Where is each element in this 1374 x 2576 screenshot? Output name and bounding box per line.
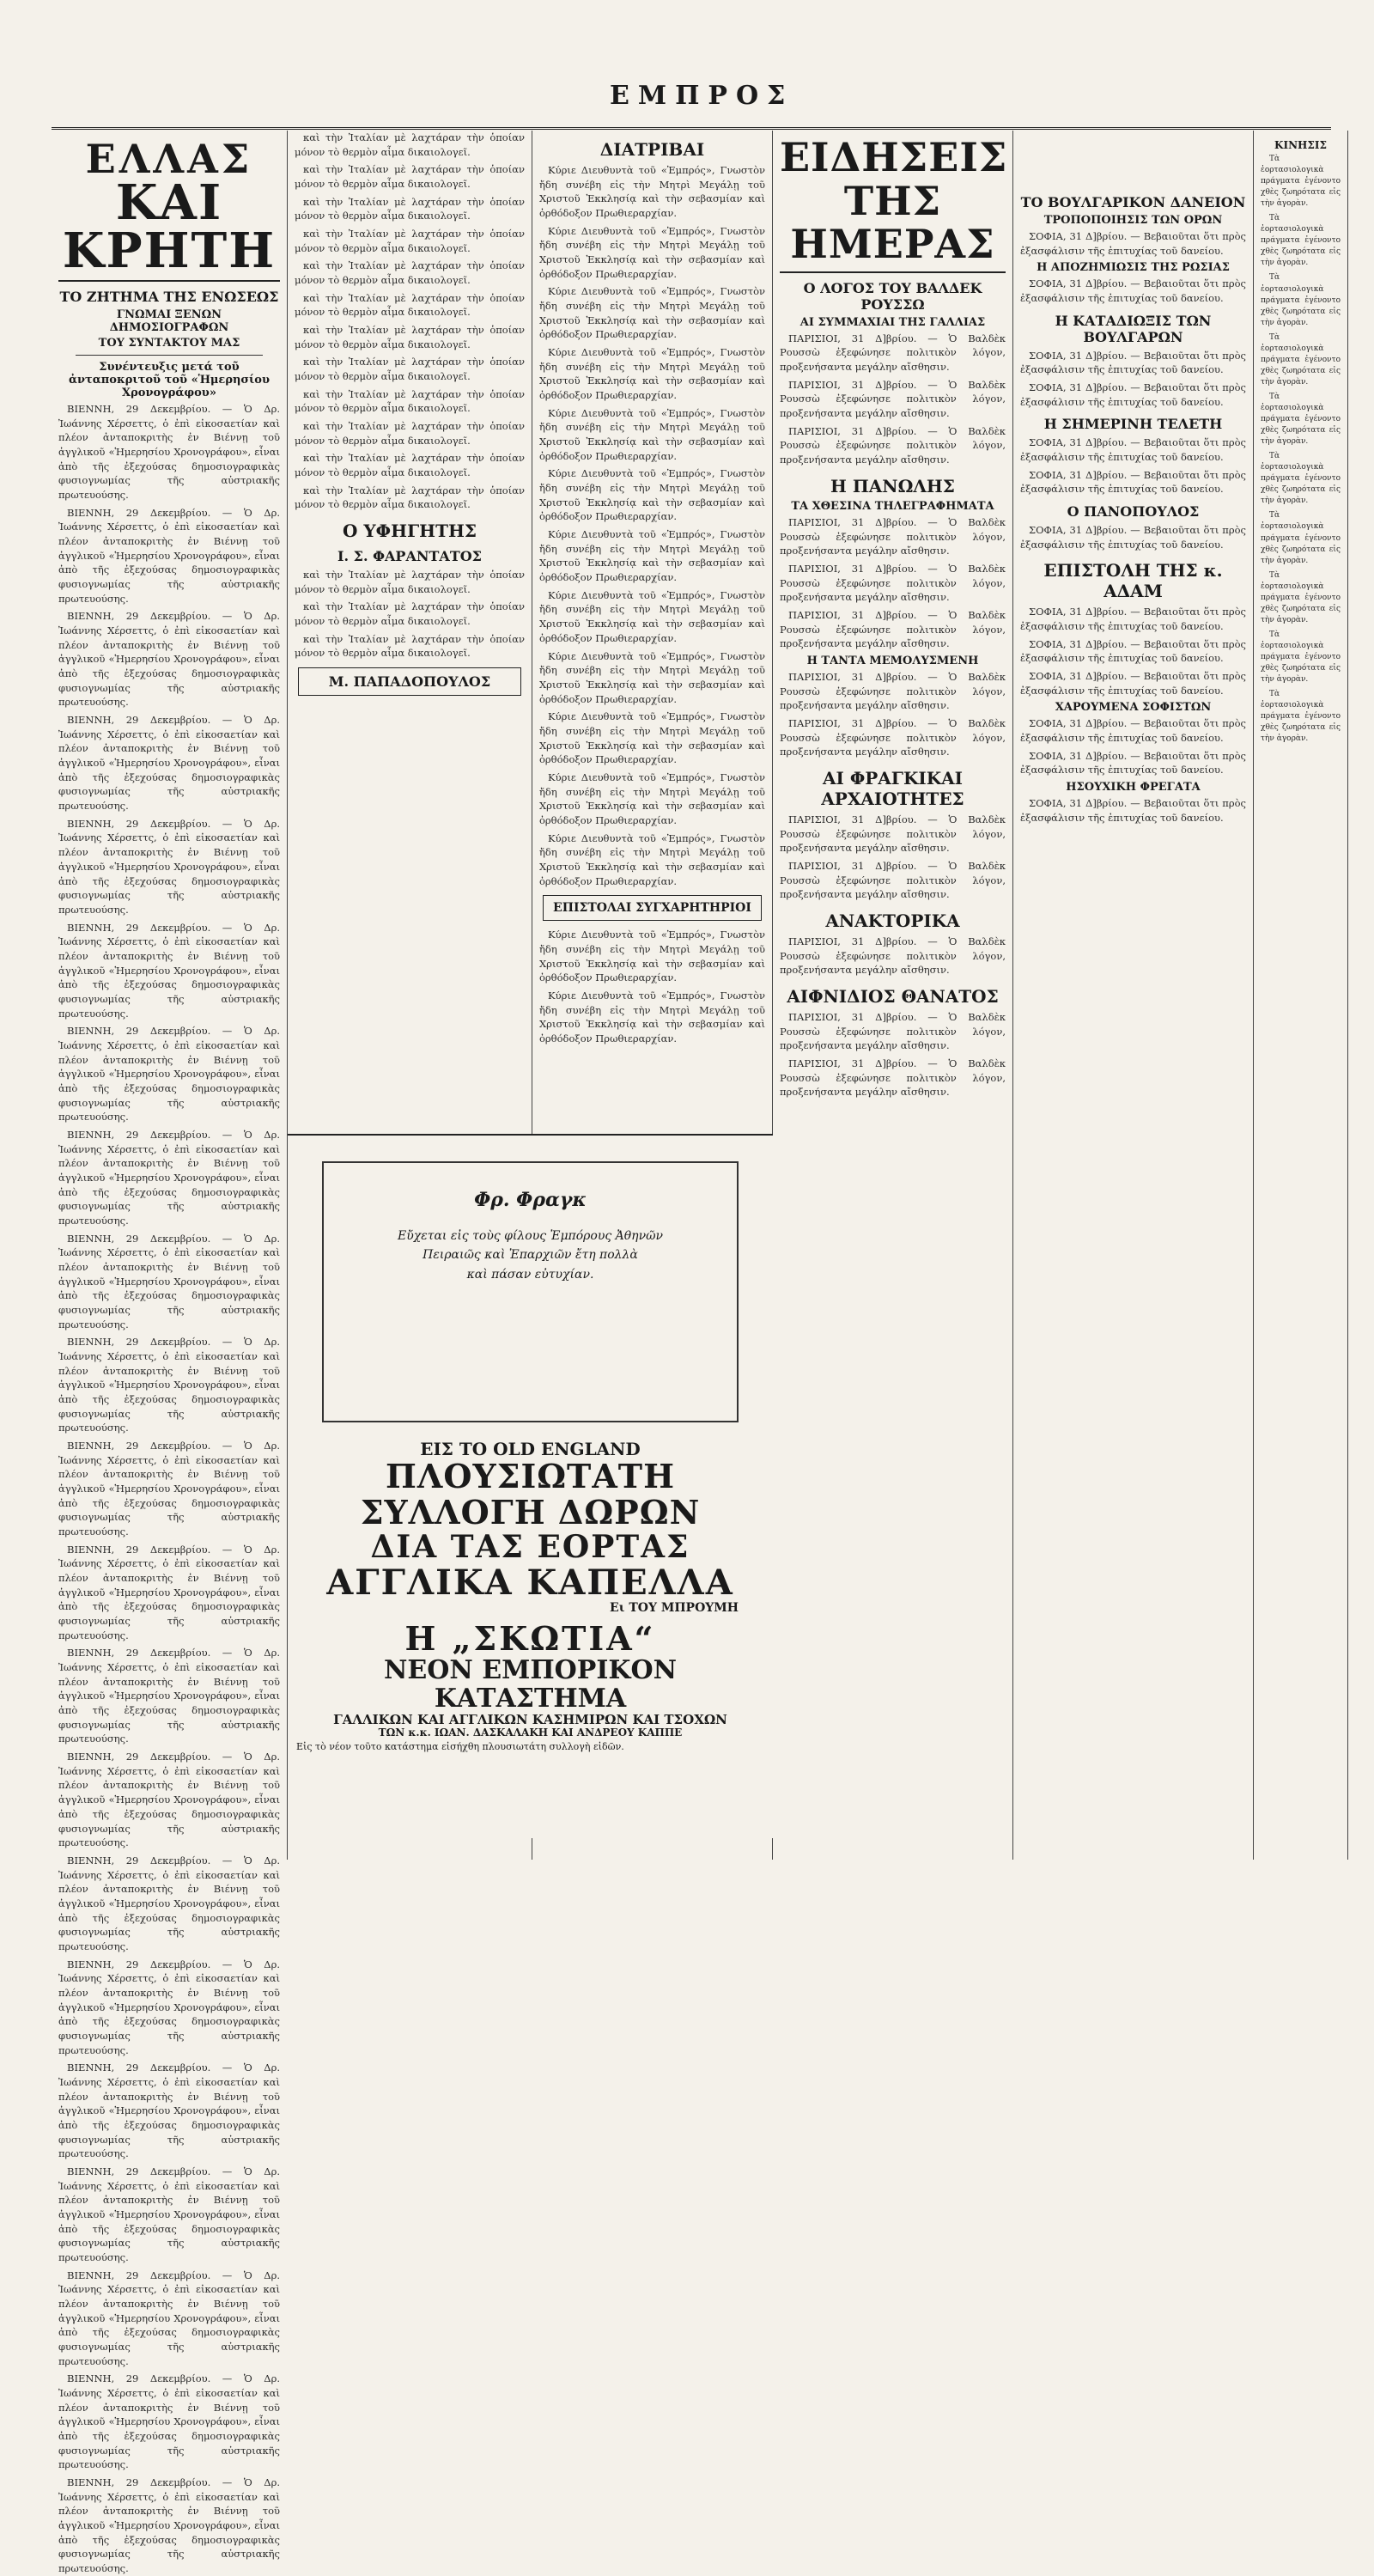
- article-paragraph: ΠΑΡΙΣΙΟΙ, 31 Δ]βρίου. — Ὁ Βαλδὲκ Ρουσσὼ ἐξεφώνησε πολιτικὸν λόγον, προξενήσαντα μεγάλην αἴσθησιν.: [780, 562, 1006, 604]
- article-paragraph: ΠΑΡΙΣΙΟΙ, 31 Δ]βρίου. — Ὁ Βαλδὲκ Ρουσσὼ ἐξεφώνησε πολιτικὸν λόγον, προξενήσαντα μεγάλην αἴσθησιν.: [780, 813, 1006, 855]
- article-paragraph: καὶ τὴν Ἰταλίαν μὲ λαχτάραν τὴν ὁποίαν μόνον τὸ θερμὸν αἷμα δικαιολογεῖ.: [295, 228, 525, 254]
- ad-holidays: ΔΙΑ ΤΑΣ ΕΟΡΤΑΣ: [370, 1528, 690, 1565]
- article-body: [780, 515, 1006, 651]
- ad-scotia: Η „ΣΚΩΤΙΑ“: [404, 1618, 656, 1658]
- subheadline-panopoulos: Ο ΠΑΝΟΠΟΥΛΟΣ: [1067, 503, 1200, 521]
- article-paragraph: ΠΑΡΙΣΙΟΙ, 31 Δ]βρίου. — Ὁ Βαλδὲκ Ρουσσὼ ἐξεφώνησε πολιτικὸν λόγον, προξενήσαντα μεγάλην αἴσθησιν.: [780, 424, 1006, 466]
- article-paragraph: καὶ τὴν Ἰταλίαν μὲ λαχτάραν τὴν ὁποίαν μόνον τὸ θερμὸν αἷμα δικαιολογεῖ.: [295, 131, 525, 158]
- article-paragraph: ΣΟΦΙΑ, 31 Δ]βρίου. — Βεβαιοῦται ὅτι πρὸς ἐξασφάλισιν τῆς ἐπιτυχίας τοῦ δανείου.: [1020, 230, 1246, 257]
- section-title-diatribes: ΔΙΑΤΡΙΒΑΙ: [599, 139, 705, 160]
- article-body: [295, 568, 525, 661]
- article-paragraph: Κύριε Διευθυντὰ τοῦ «Ἐμπρός», Γνωστὸν ἤδη συνέβη εἰς τὴν Μητρὶ Μεγάλῃ τοῦ Χριστοῦ Ἐκκλησίᾳ καὶ τὴν σεβασμίαν καὶ ὀρθόδοξον Πρωθιεραρχίαν.: [539, 467, 765, 523]
- article-body: [1020, 796, 1246, 825]
- article-paragraph: ΒΙΕΝΝΗ, 29 Δεκεμβρίου. — Ὁ Δρ. Ἰωάννης Χέρσεττς, ὁ ἐπὶ εἰκοσαετίαν καὶ πλέον ἀνταποκριτὴς ἐν Βιέννῃ τοῦ ἀγγλικοῦ «Ἡμερησίου Χρονογράφου», εἶναι ἀπὸ τῆς ἐξεχούσας δημοσιογραφικὰς φυσιογνωμίας τῆς αὐστριακῆς πρωτευούσης.: [58, 1025, 280, 1124]
- greeting-card-frame: [322, 1161, 739, 1422]
- greeting-line: Πειραιῶς καὶ Ἐπαρχιῶν ἔτη πολλὰ: [423, 1248, 638, 1263]
- article-paragraph: καὶ τὴν Ἰταλίαν μὲ λαχτάραν τὴν ὁποίαν μόνον τὸ θερμὸν αἷμα δικαιολογεῖ.: [295, 291, 525, 319]
- column-4: [773, 131, 1013, 1860]
- ad-new-store: ΝΕΟΝ ΕΜΠΟΡΙΚΟΝ ΚΑΤΑΣΤΗΜΑ: [383, 1655, 678, 1714]
- article-paragraph: Κύριε Διευθυντὰ τοῦ «Ἐμπρός», Γνωστὸν ἤδη συνέβη εἰς τὴν Μητρὶ Μεγάλῃ τοῦ Χριστοῦ Ἐκκλησίᾳ καὶ τὴν σεβασμίαν καὶ ὀρθόδοξον Πρωθιεραρχίαν.: [539, 285, 765, 341]
- article-paragraph: Τὰ ἐορτασιολογικὰ πράγματα ἐγένοντο χθὲς ζωηρότατα εἰς τὴν ἀγορὰν.: [1261, 690, 1341, 744]
- article-paragraph: Κύριε Διευθυντὰ τοῦ «Ἐμπρός», Γνωστὸν ἤδη συνέβη εἰς τὴν Μητρὶ Μεγάλῃ τοῦ Χριστοῦ Ἐκκλησίᾳ καὶ τὴν σεβασμίαν καὶ ὀρθόδοξον Πρωθιεραρχίαν.: [539, 649, 765, 705]
- subheadline-russia: Η ΑΠΟΖΗΜΙΩΣΙΣ ΤΗΣ ΡΩΣΙΑΣ: [1037, 261, 1230, 275]
- article-paragraph: Κύριε Διευθυντὰ τοῦ «Ἐμπρός», Γνωστὸν ἤδη συνέβη εἰς τὴν Μητρὶ Μεγάλῃ τοῦ Χριστοῦ Ἐκκλησίᾳ καὶ τὴν σεβασμίαν καὶ ὀρθόδοξον Πρωθιεραρχίαν.: [539, 406, 765, 462]
- greeting-signature: Φρ. Φραγκ: [474, 1189, 587, 1211]
- column-5: [1013, 131, 1254, 1860]
- article-paragraph: ΠΑΡΙΣΙΟΙ, 31 Δ]βρίου. — Ὁ Βαλδὲκ Ρουσσὼ ἐξεφώνησε πολιτικὸν λόγον, προξενήσαντα μεγάλην αἴσθησιν.: [780, 515, 1006, 557]
- article-body: [780, 813, 1006, 902]
- article-paragraph: ΣΟΦΙΑ, 31 Δ]βρίου. — Βεβαιοῦται ὅτι πρὸς ἐξασφάλισιν τῆς ἐπιτυχίας τοῦ δανείου.: [1020, 797, 1246, 824]
- article-body: [58, 402, 280, 2576]
- subheadline-opinions: ΓΝΩΜΑΙ ΞΕΝΩΝ ΔΗΜΟΣΙΟΓΡΑΦΩΝ: [109, 308, 229, 334]
- article-paragraph: καὶ τὴν Ἰταλίαν μὲ λαχτάραν τὴν ὁποίαν μόνον τὸ θερμὸν αἷμα δικαιολογεῖ.: [295, 484, 525, 511]
- section-title-frankish: ΑΙ ΦΡΑΓΚΙΚΑΙ ΑΡΧΑΙΟΤΗΤΕΣ: [821, 767, 964, 809]
- article-paragraph: καὶ τὴν Ἰταλίαν μὲ λαχτάραν τὴν ὁποίαν μόνον τὸ θερμὸν αἷμα δικαιολογεῖ.: [295, 324, 525, 350]
- article-paragraph: Κύριε Διευθυντὰ τοῦ «Ἐμπρός», Γνωστὸν ἤδη συνέβη εἰς τὴν Μητρὶ Μεγάλῃ τοῦ Χριστοῦ Ἐκκλησίᾳ καὶ τὴν σεβασμίαν καὶ ὀρθόδοξον Πρωθιεραρχίαν.: [539, 224, 765, 280]
- article-body: [780, 332, 1006, 467]
- article-paragraph: Τὰ ἐορτασιολογικὰ πράγματα ἐγένοντο χθὲς ζωηρότατα εἰς τὴν ἀγορὰν.: [1261, 155, 1341, 209]
- article-paragraph: ΠΑΡΙΣΙΟΙ, 31 Δ]βρίου. — Ὁ Βαλδὲκ Ρουσσὼ ἐξεφώνησε πολιτικὸν λόγον, προξενήσαντα μεγάλην αἴσθησιν.: [780, 716, 1006, 758]
- divider: [76, 355, 263, 356]
- article-paragraph: ΒΙΕΝΝΗ, 29 Δεκεμβρίου. — Ὁ Δρ. Ἰωάννης Χέρσεττς, ὁ ἐπὶ εἰκοσαετίαν καὶ πλέον ἀνταποκριτὴς ἐν Βιέννῃ τοῦ ἀγγλικοῦ «Ἡμερησίου Χρονογράφου», εἶναι ἀπὸ τῆς ἐξεχούσας δημοσιογραφικὰς φυσιογνωμίας τῆς αὐστριακῆς πρωτευούσης.: [58, 1854, 280, 1952]
- greeting-line: καὶ πάσαν εὐτυχίαν.: [466, 1267, 594, 1282]
- column-1: [52, 131, 288, 2575]
- column-6: [1254, 131, 1348, 1860]
- article-paragraph: ΒΙΕΝΝΗ, 29 Δεκεμβρίου. — Ὁ Δρ. Ἰωάννης Χέρσεττς, ὁ ἐπὶ εἰκοσαετίαν καὶ πλέον ἀνταποκριτὴς ἐν Βιέννῃ τοῦ ἀγγλικοῦ «Ἡμερησίου Χρονογράφου», εἶναι ἀπὸ τῆς ἐξεχούσας δημοσιογραφικὰς φυσιογνωμίας τῆς αὐστριακῆς πρωτευούσης.: [58, 403, 280, 502]
- article-paragraph: ΒΙΕΝΝΗ, 29 Δεκεμβρίου. — Ὁ Δρ. Ἰωάννης Χέρσεττς, ὁ ἐπὶ εἰκοσαετίαν καὶ πλέον ἀνταποκριτὴς ἐν Βιέννῃ τοῦ ἀγγλικοῦ «Ἡμερησίου Χρονογράφου», εἶναι ἀπὸ τῆς ἐξεχούσας δημοσιογραφικὰς φυσιογνωμίας τῆς αὐστριακῆς πρωτευούσης.: [58, 2165, 280, 2263]
- headline-elas: ΕΛΛΑΣ: [85, 136, 253, 182]
- ad-owners: ΤΩΝ κ.κ. ΙΩΑΝ. ΔΑΣΚΑΛΑΚΗ ΚΑΙ ΑΝΔΡΕΟΥ ΚΑΠΠΕ: [378, 1726, 683, 1739]
- article-paragraph: Κύριε Διευθυντὰ τοῦ «Ἐμπρός», Γνωστὸν ἤδη συνέβη εἰς τὴν Μητρὶ Μεγάλῃ τοῦ Χριστοῦ Ἐκκλησίᾳ καὶ τὴν σεβασμίαν καὶ ὀρθόδοξον Πρωθιεραρχίαν.: [539, 346, 765, 402]
- section-title-lecturer: Ο ΥΦΗΓΗΤΗΣ: [343, 521, 477, 542]
- subheadline-alliances: ΑΙ ΣΥΜΜΑΧΙΑΙ ΤΗΣ ΓΑΛΛΙΑΣ: [799, 315, 986, 329]
- article-paragraph: Τὰ ἐορτασιολογικὰ πράγματα ἐγένοντο χθὲς ζωηρότατα εἰς τὴν ἀγορὰν.: [1261, 392, 1341, 447]
- doctor-name: Μ. ΠΑΠΑΔΟΠΟΥΛΟΣ: [328, 673, 491, 691]
- article-paragraph: ΒΙΕΝΝΗ, 29 Δεκεμβρίου. — Ὁ Δρ. Ἰωάννης Χέρσεττς, ὁ ἐπὶ εἰκοσαετίαν καὶ πλέον ἀνταποκριτὴς ἐν Βιέννῃ τοῦ ἀγγλικοῦ «Ἡμερησίου Χρονογράφου», εἶναι ἀπὸ τῆς ἐξεχούσας δημοσιογραφικὰς φυσιογνωμίας τῆς αὐστριακῆς πρωτευούσης.: [58, 2061, 280, 2160]
- article-body: [1020, 277, 1246, 305]
- headline-kriti: ΚΑΙ ΚΡΗΤΗ: [58, 179, 280, 282]
- ad-name-farantatos: Ι. Σ. ΦΑΡΑΝΤΑΤΟΣ: [337, 548, 482, 565]
- section-title-sudden-death: ΑΙΦΝΙΔΙΟΣ ΘΑΝΑΤΟΣ: [787, 985, 999, 1007]
- subheadline-waldeck: Ο ΛΟΓΟΣ ΤΟΥ ΒΑΛΔΕΚ ΡΟΥΣΣΩ: [803, 279, 982, 313]
- article-paragraph: Τὰ ἐορτασιολογικὰ πράγματα ἐγένοντο χθὲς ζωηρότατα εἰς τὴν ἀγορὰν.: [1261, 332, 1341, 387]
- subheadline-interview: Συνέντευξις μετά τοῦ ἀνταποκριτοῦ τοῦ «Ἡμερησίου Χρονογράφου»: [69, 361, 270, 399]
- masthead: [52, 74, 1331, 130]
- article-body: [1020, 605, 1246, 697]
- article-paragraph: Κύριε Διευθυντὰ τοῦ «Ἐμπρός», Γνωστὸν ἤδη συνέβη εἰς τὴν Μητρὶ Μεγάλῃ τοῦ Χριστοῦ Ἐκκλησίᾳ καὶ τὴν σεβασμίαν καὶ ὀρθόδοξον Πρωθιεραρχίαν.: [539, 989, 765, 1044]
- subheadline-sophists: ΧΑΡΟΥΜΕΝΑ ΣΟΦΙΣΤΩΝ: [1055, 701, 1212, 715]
- article-paragraph: ΣΟΦΙΑ, 31 Δ]βρίου. — Βεβαιοῦται ὅτι πρὸς ἐξασφάλισιν τῆς ἐπιτυχίας τοῦ δανείου.: [1020, 606, 1246, 633]
- subheadline-bulgarian-loan: ΤΟ ΒΟΥΛΓΑΡΙΚΟΝ ΔΑΝΕΙΟΝ: [1020, 194, 1246, 210]
- section-title-palace: ΑΝΑΚΤΟΡΙΚΑ: [825, 910, 960, 931]
- headline-movement: ΚΙΝΗΣΙΣ: [1274, 139, 1327, 151]
- article-paragraph: ΣΟΦΙΑ, 31 Δ]βρίου. — Βεβαιοῦται ὅτι πρὸς ἐξασφάλισιν τῆς ἐπιτυχίας τοῦ δανείου.: [1020, 436, 1246, 464]
- article-paragraph: ΒΙΕΝΝΗ, 29 Δεκεμβρίου. — Ὁ Δρ. Ἰωάννης Χέρσεττς, ὁ ἐπὶ εἰκοσαετίαν καὶ πλέον ἀνταποκριτὴς ἐν Βιέννῃ τοῦ ἀγγλικοῦ «Ἡμερησίου Χρονογράφου», εἶναι ἀπὸ τῆς ἐξεχούσας δημοσιογραφικὰς φυσιογνωμίας τῆς αὐστριακῆς πρωτευούσης.: [58, 2372, 280, 2471]
- article-body: [780, 670, 1006, 759]
- article-paragraph: Τὰ ἐορτασιολογικὰ πράγματα ἐγένοντο χθὲς ζωηρότατα εἰς τὴν ἀγορὰν.: [1261, 273, 1341, 327]
- doctor-ad-box: [298, 667, 521, 696]
- article-body: [1020, 435, 1246, 496]
- section-title-letters: ΕΠΙΣΤΟΛΑΙ ΣΥΓΧΑΡΗΤΗΡΙΟΙ: [553, 901, 751, 916]
- article-paragraph: Τὰ ἐορτασιολογικὰ πράγματα ἐγένοντο χθὲς ζωηρότατα εἰς τὴν ἀγορὰν.: [1261, 214, 1341, 268]
- article-paragraph: ΒΙΕΝΝΗ, 29 Δεκεμβρίου. — Ὁ Δρ. Ἰωάννης Χέρσεττς, ὁ ἐπὶ εἰκοσαετίαν καὶ πλέον ἀνταποκριτὴς ἐν Βιέννῃ τοῦ ἀγγλικοῦ «Ἡμερησίου Χρονογράφου», εἶναι ἀπὸ τῆς ἐξεχούσας δημοσιογραφικὰς φυσιογνωμίας τῆς αὐστριακῆς πρωτευούσης.: [58, 1751, 280, 1849]
- article-body: [1020, 229, 1246, 258]
- article-paragraph: ΒΙΕΝΝΗ, 29 Δεκεμβρίου. — Ὁ Δρ. Ἰωάννης Χέρσεττς, ὁ ἐπὶ εἰκοσαετίαν καὶ πλέον ἀνταποκριτὴς ἐν Βιέννῃ τοῦ ἀγγλικοῦ «Ἡμερησίου Χρονογράφου», εἶναι ἀπὸ τῆς ἐξεχούσας δημοσιογραφικὰς φυσιογνωμίας τῆς αὐστριακῆς πρωτευούσης.: [58, 2268, 280, 2367]
- article-paragraph: ΣΟΦΙΑ, 31 Δ]βρίου. — Βεβαιοῦται ὅτι πρὸς ἐξασφάλισιν τῆς ἐπιτυχίας τοῦ δανείου.: [1020, 277, 1246, 305]
- article-paragraph: Τὰ ἐορτασιολογικὰ πράγματα ἐγένοντο χθὲς ζωηρότατα εἰς τὴν ἀγορὰν.: [1261, 630, 1341, 685]
- article-body: [295, 131, 525, 512]
- article-paragraph: ΣΟΦΙΑ, 31 Δ]βρίου. — Βεβαιοῦται ὅτι πρὸς ἐξασφάλισιν τῆς ἐπιτυχίας τοῦ δανείου.: [1020, 717, 1246, 745]
- article-paragraph: καὶ τὴν Ἰταλίαν μὲ λαχτάραν τὴν ὁποίαν μόνον τὸ θερμὸν αἷμα δικαιολογεῖ.: [295, 569, 525, 595]
- subheadline-terms: ΤΡΟΠΟΠΟΙΗΣΙΣ ΤΩΝ ΟΡΩΝ: [1043, 214, 1223, 227]
- ad-gift-collection: ΠΛΟΥΣΙΩΤΑΤΗ ΣΥΛΛΟΓΗ ΔΩΡΩΝ: [360, 1457, 701, 1532]
- article-paragraph: ΒΙΕΝΝΗ, 29 Δεκεμβρίου. — Ὁ Δρ. Ἰωάννης Χέρσεττς, ὁ ἐπὶ εἰκοσαετίαν καὶ πλέον ἀνταποκριτὴς ἐν Βιέννῃ τοῦ ἀγγλικοῦ «Ἡμερησίου Χρονογράφου», εἶναι ἀπὸ τῆς ἐξεχούσας δημοσιογραφικὰς φυσιογνωμίας τῆς αὐστριακῆς πρωτευούσης.: [58, 1440, 280, 1538]
- article-paragraph: ΒΙΕΝΝΗ, 29 Δεκεμβρίου. — Ὁ Δρ. Ἰωάννης Χέρσεττς, ὁ ἐπὶ εἰκοσαετίαν καὶ πλέον ἀνταποκριτὴς ἐν Βιέννῃ τοῦ ἀγγλικοῦ «Ἡμερησίου Χρονογράφου», εἶναι ἀπὸ τῆς ἐξεχούσας δημοσιογραφικὰς φυσιογνωμίας τῆς αὐστριακῆς πρωτευούσης.: [58, 1958, 280, 2056]
- subheadline-telegrams: ΤΑ ΧΘΕΣΙΝΑ ΤΗΛΕΓΡΑΦΗΜΑΤΑ: [791, 499, 994, 513]
- letters-title-box: [543, 895, 762, 921]
- article-paragraph: ΒΙΕΝΝΗ, 29 Δεκεμβρίου. — Ὁ Δρ. Ἰωάννης Χέρσεττς, ὁ ἐπὶ εἰκοσαετίαν καὶ πλέον ἀνταποκριτὴς ἐν Βιέννῃ τοῦ ἀγγλικοῦ «Ἡμερησίου Χρονογράφου», εἶναι ἀπὸ τῆς ἐξεχούσας δημοσιογραφικὰς φυσιογνωμίας τῆς αὐστριακῆς πρωτευούσης.: [58, 610, 280, 709]
- article-paragraph: Κύριε Διευθυντὰ τοῦ «Ἐμπρός», Γνωστὸν ἤδη συνέβη εἰς τὴν Μητρὶ Μεγάλῃ τοῦ Χριστοῦ Ἐκκλησίᾳ καὶ τὴν σεβασμίαν καὶ ὀρθόδοξον Πρωθιεραρχίαν.: [539, 588, 765, 644]
- article-paragraph: καὶ τὴν Ἰταλίαν μὲ λαχτάραν τὴν ὁποίαν μόνον τὸ θερμὸν αἷμα δικαιολογεῖ.: [295, 195, 525, 222]
- article-paragraph: ΠΑΡΙΣΙΟΙ, 31 Δ]βρίου. — Ὁ Βαλδὲκ Ρουσσὼ ἐξεφώνησε πολιτικὸν λόγον, προξενήσαντα μεγάλην αἴσθησιν.: [780, 378, 1006, 420]
- article-paragraph: Κύριε Διευθυντὰ τοῦ «Ἐμπρός», Γνωστὸν ἤδη συνέβη εἰς τὴν Μητρὶ Μεγάλῃ τοῦ Χριστοῦ Ἐκκλησίᾳ καὶ τὴν σεβασμίαν καὶ ὀρθόδοξον Πρωθιεραρχίαν.: [539, 710, 765, 766]
- article-paragraph: Κύριε Διευθυντὰ τοῦ «Ἐμπρός», Γνωστὸν ἤδη συνέβη εἰς τὴν Μητρὶ Μεγάλῃ τοῦ Χριστοῦ Ἐκκλησίᾳ καὶ τὴν σεβασμίαν καὶ ὀρθόδοξον Πρωθιεραρχίαν.: [539, 528, 765, 584]
- article-paragraph: καὶ τὴν Ἰταλίαν μὲ λαχτάραν τὴν ὁποίαν μόνον τὸ θερμὸν αἷμα δικαιολογεῖ.: [295, 420, 525, 447]
- greeting-line: Εὔχεται εἰς τοὺς φίλους Ἐμπόρους Ἀθηνῶν: [397, 1229, 664, 1243]
- article-paragraph: ΠΑΡΙΣΙΟΙ, 31 Δ]βρίου. — Ὁ Βαλδὲκ Ρουσσὼ ἐξεφώνησε πολιτικὸν λόγον, προξενήσαντα μεγάλην αἴσθησιν.: [780, 1057, 1006, 1099]
- article-body: [780, 1010, 1006, 1099]
- article-paragraph: Κύριε Διευθυντὰ τοῦ «Ἐμπρός», Γνωστὸν ἤδη συνέβη εἰς τὴν Μητρὶ Μεγάλῃ τοῦ Χριστοῦ Ἐκκλησίᾳ καὶ τὴν σεβασμίαν καὶ ὀρθόδοξον Πρωθιεραρχίαν.: [539, 164, 765, 220]
- subheadline-enosis: ΤΟ ΖΗΤΗΜΑ ΤΗΣ ΕΝΩΣΕΩΣ: [59, 289, 279, 305]
- article-paragraph: καὶ τὴν Ἰταλίαν μὲ λαχτάραν τὴν ὁποίαν μόνον τὸ θερμὸν αἷμα δικαιολογεῖ.: [295, 600, 525, 628]
- article-paragraph: ΣΟΦΙΑ, 31 Δ]βρίου. — Βεβαιοῦται ὅτι πρὸς ἐξασφάλισιν τῆς ἐπιτυχίας τοῦ δανείου.: [1020, 670, 1246, 697]
- article-paragraph: ΣΟΦΙΑ, 31 Δ]βρίου. — Βεβαιοῦται ὅτι πρὸς ἐξασφάλισιν τῆς ἐπιτυχίας τοῦ δανείου.: [1020, 468, 1246, 496]
- newspaper-name: ΕΜΠΡΟΣ: [610, 81, 794, 111]
- subheadline-correspondent: ΤΟΥ ΣΥΝΤΑΚΤΟΥ ΜΑΣ: [98, 337, 240, 350]
- article-paragraph: ΒΙΕΝΝΗ, 29 Δεκεμβρίου. — Ὁ Δρ. Ἰωάννης Χέρσεττς, ὁ ἐπὶ εἰκοσαετίαν καὶ πλέον ἀνταποκριτὴς ἐν Βιέννῃ τοῦ ἀγγλικοῦ «Ἡμερησίου Χρονογράφου», εἶναι ἀπὸ τῆς ἐξεχούσας δημοσιογραφικὰς φυσιογνωμίας τῆς αὐστριακῆς πρωτευούσης.: [58, 714, 280, 813]
- article-paragraph: ΠΑΡΙΣΙΟΙ, 31 Δ]βρίου. — Ὁ Βαλδὲκ Ρουσσὼ ἐξεφώνησε πολιτικὸν λόγον, προξενήσαντα μεγάλην αἴσθησιν.: [780, 1010, 1006, 1052]
- article-paragraph: Κύριε Διευθυντὰ τοῦ «Ἐμπρός», Γνωστὸν ἤδη συνέβη εἰς τὴν Μητρὶ Μεγάλῃ τοῦ Χριστοῦ Ἐκκλησίᾳ καὶ τὴν σεβασμίαν καὶ ὀρθόδοξον Πρωθιεραρχίαν.: [539, 929, 765, 984]
- article-paragraph: Τὰ ἐορτασιολογικὰ πράγματα ἐγένοντο χθὲς ζωηρότατα εἰς τὴν ἀγορὰν.: [1261, 570, 1341, 624]
- ad-fabrics: ΓΑΛΛΙΚΩΝ ΚΑΙ ΑΓΓΛΙΚΩΝ ΚΑΣΗΜΙΡΩΝ ΚΑΙ ΤΣΟΧΩΝ: [333, 1712, 727, 1728]
- article-paragraph: ΒΙΕΝΝΗ, 29 Δεκεμβρίου. — Ὁ Δρ. Ἰωάννης Χέρσεττς, ὁ ἐπὶ εἰκοσαετίαν καὶ πλέον ἀνταποκριτὴς ἐν Βιέννῃ τοῦ ἀγγλικοῦ «Ἡμερησίου Χρονογράφου», εἶναι ἀπὸ τῆς ἐξεχούσας δημοσιογραφικὰς φυσιογνωμίας τῆς αὐστριακῆς πρωτευούσης.: [58, 1336, 280, 1434]
- article-body: [1020, 523, 1246, 551]
- ad-body: Εἰς τὸ νέον τοῦτο κατάστημα εἰσήχθη πλουσιωτάτη συλλογὴ εἰδῶν.: [296, 1741, 624, 1753]
- article-body: [1261, 154, 1341, 745]
- article-paragraph: καὶ τὴν Ἰταλίαν μὲ λαχτάραν τὴν ὁποίαν μόνον τὸ θερμὸν αἷμα δικαιολογεῖ.: [295, 387, 525, 415]
- subheadline-frigate: ΗΣΟΥΧΙΚΗ ΦΡΕΓΑΤΑ: [1066, 781, 1201, 795]
- ad-english-hats: ΑΓΓΛΙΚΑ ΚΑΠΕΛΛΑ: [326, 1562, 734, 1604]
- article-paragraph: ΣΟΦΙΑ, 31 Δ]βρίου. — Βεβαιοῦται ὅτι πρὸς ἐξασφάλισιν τῆς ἐπιτυχίας τοῦ δανείου.: [1020, 349, 1246, 376]
- article-body: [780, 935, 1006, 977]
- article-paragraph: ΒΙΕΝΝΗ, 29 Δεκεμβρίου. — Ὁ Δρ. Ἰωάννης Χέρσεττς, ὁ ἐπὶ εἰκοσαετίαν καὶ πλέον ἀνταποκριτὴς ἐν Βιέννῃ τοῦ ἀγγλικοῦ «Ἡμερησίου Χρονογράφου», εἶναι ἀπὸ τῆς ἐξεχούσας δημοσιογραφικὰς φυσιογνωμίας τῆς αὐστριακῆς πρωτευούσης.: [58, 2476, 280, 2575]
- article-body: [1020, 349, 1246, 410]
- article-paragraph: καὶ τὴν Ἰταλίαν μὲ λαχτάραν τὴν ὁποίαν μόνον τὸ θερμὸν αἷμα δικαιολογεῖ.: [295, 356, 525, 383]
- article-paragraph: καὶ τὴν Ἰταλίαν μὲ λαχτάραν τὴν ὁποίαν μόνον τὸ θερμὸν αἷμα δικαιολογεῖ.: [295, 163, 525, 191]
- article-paragraph: ΠΑΡΙΣΙΟΙ, 31 Δ]βρίου. — Ὁ Βαλδὲκ Ρουσσὼ ἐξεφώνησε πολιτικὸν λόγον, προξενήσαντα μεγάλην αἴσθησιν.: [780, 670, 1006, 712]
- article-paragraph: καὶ τὴν Ἰταλίαν μὲ λαχτάραν τὴν ὁποίαν μόνον τὸ θερμὸν αἷμα δικαιολογεῖ.: [295, 452, 525, 479]
- article-paragraph: ΒΙΕΝΝΗ, 29 Δεκεμβρίου. — Ὁ Δρ. Ἰωάννης Χέρσεττς, ὁ ἐπὶ εἰκοσαετίαν καὶ πλέον ἀνταποκριτὴς ἐν Βιέννῃ τοῦ ἀγγλικοῦ «Ἡμερησίου Χρονογράφου», εἶναι ἀπὸ τῆς ἐξεχούσας δημοσιογραφικὰς φυσιογνωμίας τῆς αὐστριακῆς πρωτευούσης.: [58, 1232, 280, 1331]
- article-paragraph: Κύριε Διευθυντὰ τοῦ «Ἐμπρός», Γνωστὸν ἤδη συνέβη εἰς τὴν Μητρὶ Μεγάλῃ τοῦ Χριστοῦ Ἐκκλησίᾳ καὶ τὴν σεβασμίαν καὶ ὀρθόδοξον Πρωθιεραρχίαν.: [539, 831, 765, 887]
- subheadline-tanta: Η ΤΑΝΤΑ ΜΕΜΟΛΥΣΜΕΝΗ: [806, 654, 979, 667]
- article-paragraph: ΒΙΕΝΝΗ, 29 Δεκεμβρίου. — Ὁ Δρ. Ἰωάννης Χέρσεττς, ὁ ἐπὶ εἰκοσαετίαν καὶ πλέον ἀνταποκριτὴς ἐν Βιέννῃ τοῦ ἀγγλικοῦ «Ἡμερησίου Χρονογράφου», εἶναι ἀπὸ τῆς ἐξεχούσας δημοσιογραφικὰς φυσιογνωμίας τῆς αὐστριακῆς πρωτευούσης.: [58, 1543, 280, 1641]
- section-title-plague: Η ΠΑΝΩΛΗΣ: [830, 475, 955, 496]
- headline-news-of-the-day: ΕΙΔΗΣΕΙΣ ΤΗΣ ΗΜΕΡΑΣ: [780, 131, 1006, 273]
- article-paragraph: ΣΟΦΙΑ, 31 Δ]βρίου. — Βεβαιοῦται ὅτι πρὸς ἐξασφάλισιν τῆς ἐπιτυχίας τοῦ δανείου.: [1020, 381, 1246, 408]
- article-body: [539, 928, 765, 1045]
- article-paragraph: ΒΙΕΝΝΗ, 29 Δεκεμβρίου. — Ὁ Δρ. Ἰωάννης Χέρσεττς, ὁ ἐπὶ εἰκοσαετίαν καὶ πλέον ἀνταποκριτὴς ἐν Βιέννῃ τοῦ ἀγγλικοῦ «Ἡμερησίου Χρονογράφου», εἶναι ἀπὸ τῆς ἐξεχούσας δημοσιογραφικὰς φυσιογνωμίας τῆς αὐστριακῆς πρωτευούσης.: [58, 506, 280, 605]
- article-paragraph: ΠΑΡΙΣΙΟΙ, 31 Δ]βρίου. — Ὁ Βαλδὲκ Ρουσσὼ ἐξεφώνησε πολιτικὸν λόγον, προξενήσαντα μεγάλην αἴσθησιν.: [780, 332, 1006, 374]
- subheadline-ceremony: Η ΣΗΜΕΡΙΝΗ ΤΕΛΕΤΗ: [1043, 416, 1223, 433]
- article-paragraph: ΒΙΕΝΝΗ, 29 Δεκεμβρίου. — Ὁ Δρ. Ἰωάννης Χέρσεττς, ὁ ἐπὶ εἰκοσαετίαν καὶ πλέον ἀνταποκριτὴς ἐν Βιέννῃ τοῦ ἀγγλικοῦ «Ἡμερησίου Χρονογράφου», εἶναι ἀπὸ τῆς ἐξεχούσας δημοσιογραφικὰς φυσιογνωμίας τῆς αὐστριακῆς πρωτευούσης.: [58, 921, 280, 1020]
- article-paragraph: καὶ τὴν Ἰταλίαν μὲ λαχτάραν τὴν ὁποίαν μόνον τὸ θερμὸν αἷμα δικαιολογεῖ.: [295, 632, 525, 660]
- article-paragraph: ΠΑΡΙΣΙΟΙ, 31 Δ]βρίου. — Ὁ Βαλδὲκ Ρουσσὼ ἐξεφώνησε πολιτικὸν λόγον, προξενήσαντα μεγάλην αἴσθησιν.: [780, 859, 1006, 901]
- article-paragraph: Κύριε Διευθυντὰ τοῦ «Ἐμπρός», Γνωστὸν ἤδη συνέβη εἰς τὴν Μητρὶ Μεγάλῃ τοῦ Χριστοῦ Ἐκκλησίᾳ καὶ τὴν σεβασμίαν καὶ ὀρθόδοξον Πρωθιεραρχίαν.: [539, 770, 765, 826]
- ad-old-england: ΕΙΣ ΤΟ OLD ENGLAND: [420, 1439, 641, 1459]
- section-title-adam-letter: ΕΠΙΣΤΟΛΗ ΤΗΣ κ. ΑΔΑΜ: [1043, 560, 1223, 602]
- article-paragraph: ΠΑΡΙΣΙΟΙ, 31 Δ]βρίου. — Ὁ Βαλδὲκ Ρουσσὼ ἐξεφώνησε πολιτικὸν λόγον, προξενήσαντα μεγάλην αἴσθησιν.: [780, 608, 1006, 650]
- article-paragraph: ΠΑΡΙΣΙΟΙ, 31 Δ]βρίου. — Ὁ Βαλδὲκ Ρουσσὼ ἐξεφώνησε πολιτικὸν λόγον, προξενήσαντα μεγάλην αἴσθησιν.: [780, 935, 1006, 977]
- article-paragraph: Τὰ ἐορτασιολογικὰ πράγματα ἐγένοντο χθὲς ζωηρότατα εἰς τὴν ἀγορὰν.: [1261, 511, 1341, 565]
- article-paragraph: ΒΙΕΝΝΗ, 29 Δεκεμβρίου. — Ὁ Δρ. Ἰωάννης Χέρσεττς, ὁ ἐπὶ εἰκοσαετίαν καὶ πλέον ἀνταποκριτὴς ἐν Βιέννῃ τοῦ ἀγγλικοῦ «Ἡμερησίου Χρονογράφου», εἶναι ἀπὸ τῆς ἐξεχούσας δημοσιογραφικὰς φυσιογνωμίας τῆς αὐστριακῆς πρωτευούσης.: [58, 1647, 280, 1745]
- subheadline-bulgarians: Η ΚΑΤΑΔΙΩΞΙΣ ΤΩΝ ΒΟΥΛΓΑΡΩΝ: [1055, 312, 1212, 345]
- advertisement-area: [288, 1134, 773, 1838]
- article-paragraph: ΒΙΕΝΝΗ, 29 Δεκεμβρίου. — Ὁ Δρ. Ἰωάννης Χέρσεττς, ὁ ἐπὶ εἰκοσαετίαν καὶ πλέον ἀνταποκριτὴς ἐν Βιέννῃ τοῦ ἀγγλικοῦ «Ἡμερησίου Χρονογράφου», εἶναι ἀπὸ τῆς ἐξεχούσας δημοσιογραφικὰς φυσιογνωμίας τῆς αὐστριακῆς πρωτευούσης.: [58, 1128, 280, 1227]
- article-paragraph: καὶ τὴν Ἰταλίαν μὲ λαχτάραν τὴν ὁποίαν μόνον τὸ θερμὸν αἷμα δικαιολογεῖ.: [295, 259, 525, 287]
- article-body: [539, 163, 765, 888]
- article-body: [1020, 716, 1246, 777]
- article-paragraph: ΣΟΦΙΑ, 31 Δ]βρίου. — Βεβαιοῦται ὅτι πρὸς ἐξασφάλισιν τῆς ἐπιτυχίας τοῦ δανείου.: [1020, 524, 1246, 551]
- article-paragraph: ΣΟΦΙΑ, 31 Δ]βρίου. — Βεβαιοῦται ὅτι πρὸς ἐξασφάλισιν τῆς ἐπιτυχίας τοῦ δανείου.: [1020, 637, 1246, 665]
- article-paragraph: ΒΙΕΝΝΗ, 29 Δεκεμβρίου. — Ὁ Δρ. Ἰωάννης Χέρσεττς, ὁ ἐπὶ εἰκοσαετίαν καὶ πλέον ἀνταποκριτὴς ἐν Βιέννῃ τοῦ ἀγγλικοῦ «Ἡμερησίου Χρονογράφου», εἶναι ἀπὸ τῆς ἐξεχούσας δημοσιογραφικὰς φυσιογνωμίας τῆς αὐστριακῆς πρωτευούσης.: [58, 817, 280, 916]
- article-paragraph: ΣΟΦΙΑ, 31 Δ]βρίου. — Βεβαιοῦται ὅτι πρὸς ἐξασφάλισιν τῆς ἐπιτυχίας τοῦ δανείου.: [1020, 749, 1246, 776]
- article-paragraph: Τὰ ἐορτασιολογικὰ πράγματα ἐγένοντο χθὲς ζωηρότατα εἰς τὴν ἀγορὰν.: [1261, 452, 1341, 506]
- ad-broumis: Ει ΤΟΥ ΜΠΡΟΥΜΗ: [610, 1601, 739, 1616]
